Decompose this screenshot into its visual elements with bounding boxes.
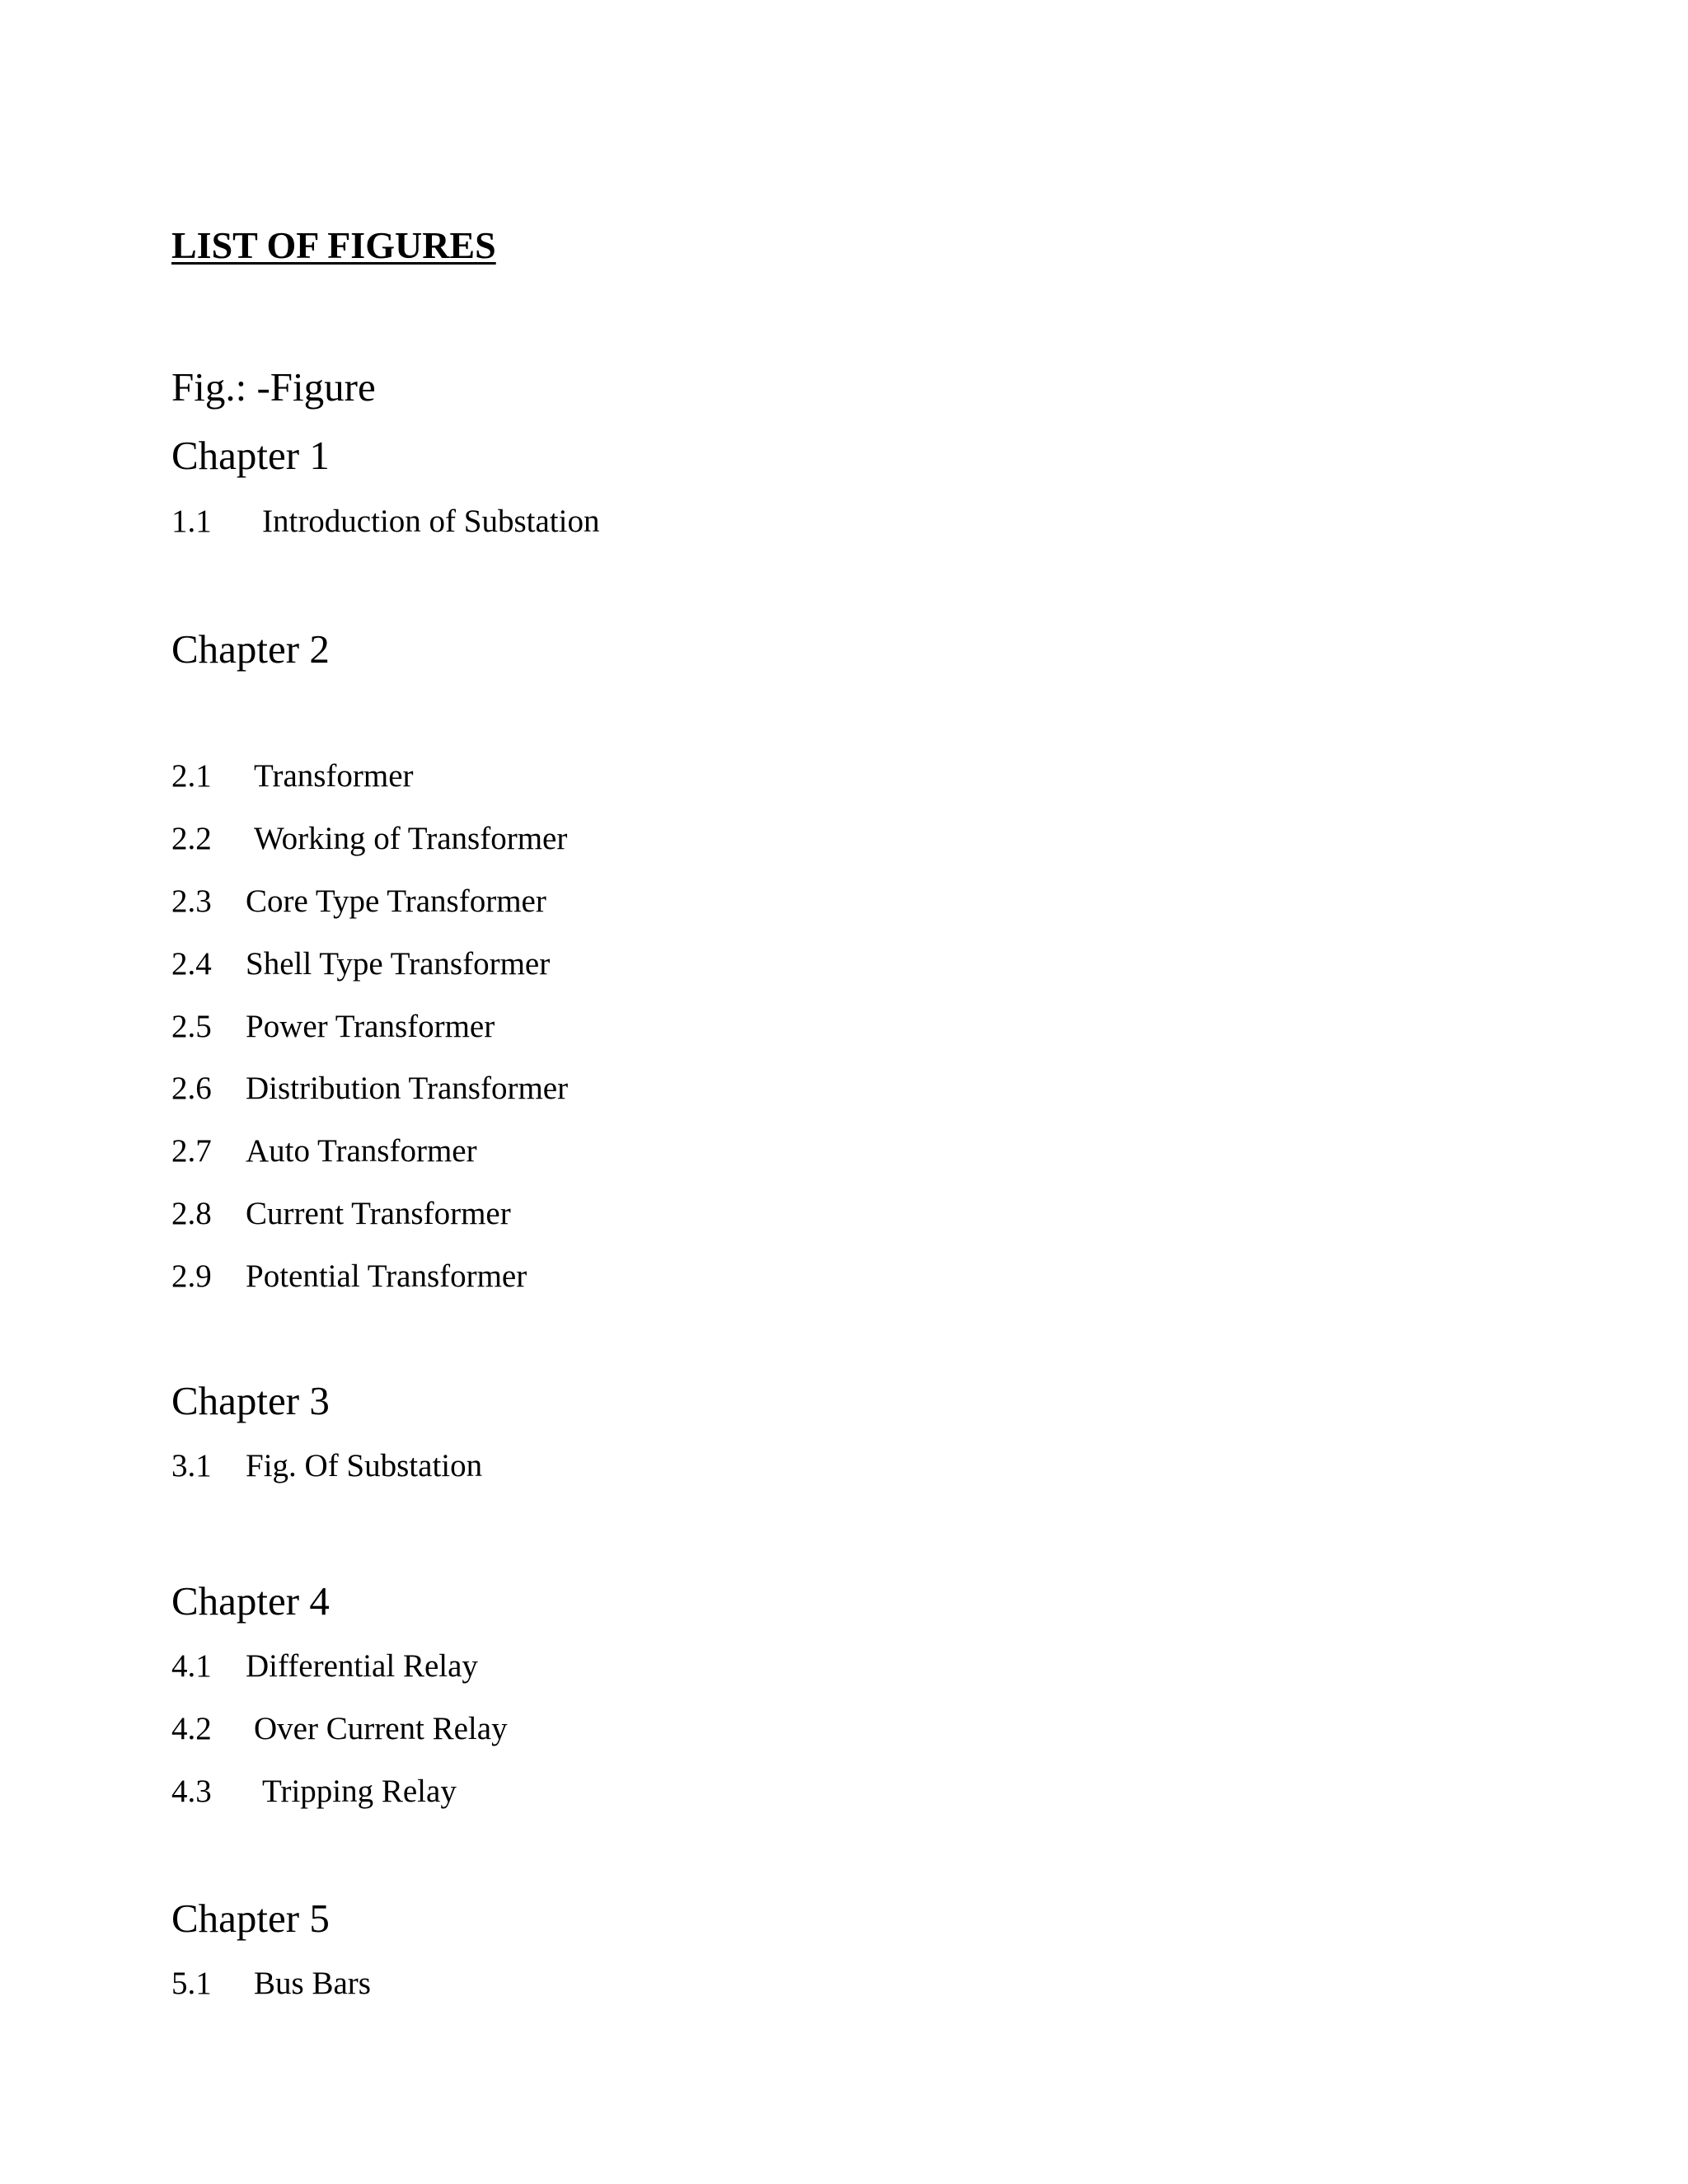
figure-entry [171, 821, 568, 858]
figure-label: Power Transformer [246, 1009, 495, 1044]
figure-number: 2.5 [171, 1009, 212, 1044]
figure-label: Tripping Relay [262, 1774, 457, 1809]
figure-label: Auto Transformer [246, 1133, 477, 1169]
figure-number: 2.3 [171, 883, 212, 919]
figure-label: Shell Type Transformer [246, 946, 551, 982]
figure-entry [171, 1648, 478, 1685]
figure-label: Introduction of Substation [262, 504, 600, 539]
figure-number: 4.1 [171, 1648, 212, 1684]
abbreviation-note: Fig.: -Figure [171, 364, 376, 410]
figure-number: 1.1 [171, 504, 212, 539]
figure-entry [171, 1133, 477, 1170]
figure-entry [171, 1966, 371, 2003]
chapter-heading: Chapter 1 [171, 433, 330, 478]
figure-number: 5.1 [171, 1966, 212, 2001]
figure-entry [171, 1071, 569, 1108]
figure-number: 2.7 [171, 1133, 212, 1169]
figure-label: Working of Transformer [254, 821, 568, 856]
figure-label: Potential Transformer [246, 1258, 528, 1294]
figure-number: 4.3 [171, 1774, 212, 1809]
figure-number: 2.9 [171, 1258, 212, 1294]
figure-number: 3.1 [171, 1448, 212, 1483]
figure-label: Bus Bars [254, 1966, 371, 2001]
figure-entry [171, 758, 414, 795]
figure-label: Current Transformer [246, 1196, 511, 1231]
figure-entry [171, 1448, 483, 1485]
figure-entry [171, 1711, 508, 1748]
chapter-heading: Chapter 2 [171, 626, 330, 672]
figure-entry [171, 1196, 511, 1233]
figure-label: Differential Relay [246, 1648, 478, 1684]
figure-entry [171, 946, 551, 983]
figure-label: Over Current Relay [254, 1711, 508, 1746]
page-title: LIST OF FIGURES [171, 224, 496, 266]
figure-entry [171, 1774, 457, 1811]
figure-number: 2.1 [171, 758, 212, 794]
figure-entry [171, 1009, 495, 1046]
figure-number: 4.2 [171, 1711, 212, 1746]
chapter-heading: Chapter 5 [171, 1896, 330, 1941]
figure-entry [171, 504, 600, 541]
figure-label: Core Type Transformer [246, 883, 546, 919]
figure-number: 2.6 [171, 1071, 212, 1106]
chapter-heading: Chapter 3 [171, 1378, 330, 1423]
figure-entry [171, 883, 546, 921]
figure-number: 2.2 [171, 821, 212, 856]
figure-label: Distribution Transformer [246, 1071, 569, 1106]
figure-number: 2.4 [171, 946, 212, 982]
figure-entry [171, 1258, 528, 1296]
figure-label: Fig. Of Substation [246, 1448, 483, 1483]
figure-label: Transformer [254, 758, 414, 794]
chapter-heading: Chapter 4 [171, 1578, 330, 1624]
figure-number: 2.8 [171, 1196, 212, 1231]
